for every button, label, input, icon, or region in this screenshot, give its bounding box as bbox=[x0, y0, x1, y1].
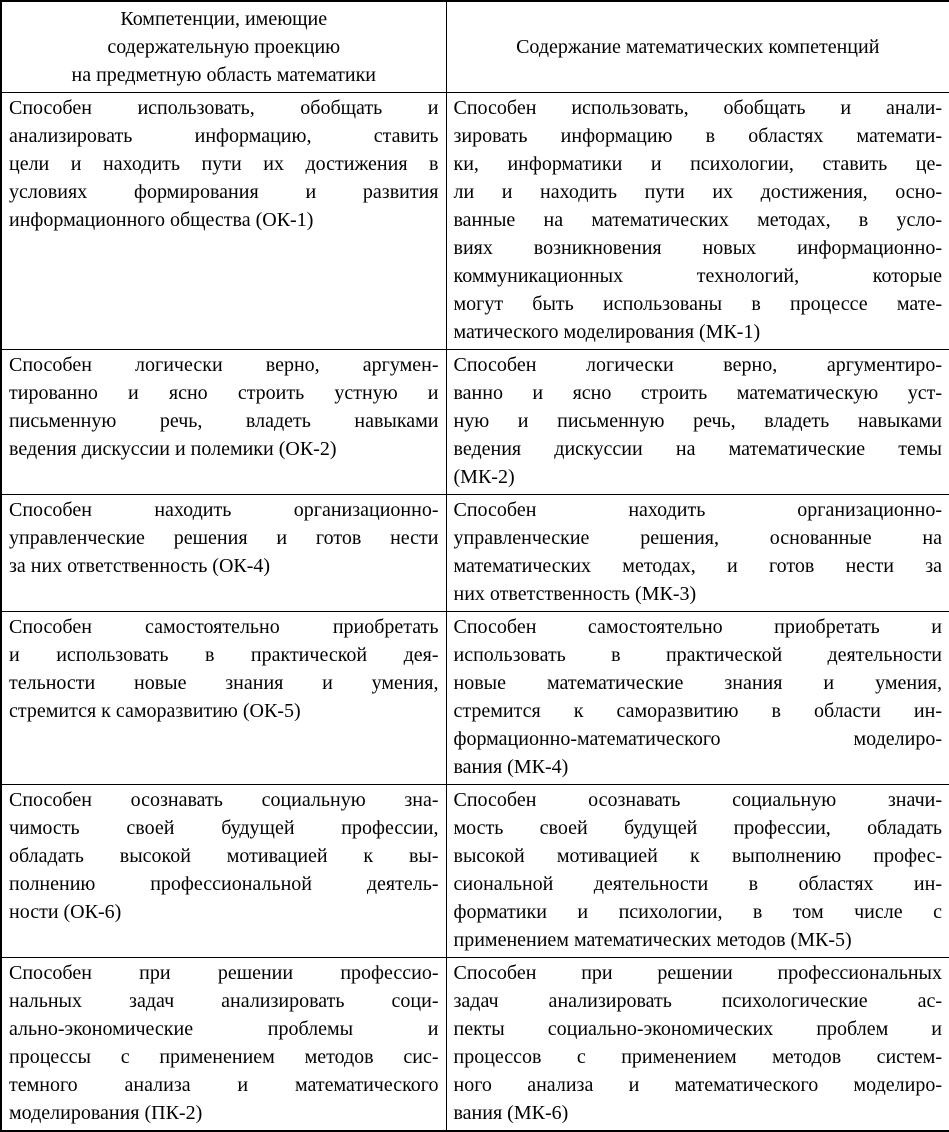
cell-mk-6: Способен при решении профессиональных задач анализировать психологические ас- пекты социально-экономических проблем и процессов с применением методов систем- ного анализа и математического моделиро- вания (МК-6) bbox=[446, 958, 949, 1132]
cell-ok-1: Способен использовать, обобщать и анализировать информацию, ставить цели и находить пути их достижения в условиях формирования и развития информационного общества (ОК-1) bbox=[1, 93, 446, 350]
cell-mk-4: Способен самостоятельно приобретать и использовать в практической деятельности новые математические знания и умения, стремится к саморазвитию в области ин- формационно-математического моделиро- вания (МК-4) bbox=[446, 612, 949, 785]
header-cell-competencies: Компетенции, имеющие содержательную проекцию на предметную область математики bbox=[1, 1, 446, 93]
cell-mk-3: Способен находить организационно- управленческие решения, основанные на математических методах, и готов нести за них ответственность (МК-3) bbox=[446, 495, 949, 612]
cell-pk-2: Способен при решении профессио- нальных задач анализировать соци- ально-экономические проблемы и процессы с применением методов сис- темного анализа и математического моделирования (ПК-2) bbox=[1, 958, 446, 1132]
table-row bbox=[1, 958, 949, 1132]
table-row bbox=[1, 495, 949, 612]
cell-ok-6: Способен осознавать социальную зна- чимость своей будущей профессии, обладать высокой мотивацией к вы- полнению профессиональной деятель- ности (ОК-6) bbox=[1, 785, 446, 958]
cell-mk-5: Способен осознавать социальную значи- мость своей будущей профессии, обладать высокой мотивацией к выполнению профес- сиональной деятельности в областях ин- форматики и психологии, в том числе с применением математических методов (МК-5) bbox=[446, 785, 949, 958]
cell-ok-4: Способен находить организационно- управленческие решения и готов нести за них ответственность (ОК-4) bbox=[1, 495, 446, 612]
table-row bbox=[1, 612, 949, 785]
header-cell-math-content: Содержание математических компетенций bbox=[446, 1, 949, 93]
cell-ok-2: Способен логически верно, аргумен- тированно и ясно строить устную и письменную речь, владеть навыками ведения дискуссии и полемики (ОК-2) bbox=[1, 350, 446, 495]
table-header-row bbox=[1, 1, 949, 93]
table-row bbox=[1, 93, 949, 350]
table-row bbox=[1, 785, 949, 958]
cell-mk-1: Способен использовать, обобщать и анали- зировать информацию в областях математи- ки, информатики и психологии, ставить це- ли и находить пути их достижения, осно- ванные на математических методах, в усло- виях возникновения новых информационно- коммуникационных технологий, которые могут быть использованы в процессе мате- матического моделирования (МК-1) bbox=[446, 93, 949, 350]
cell-ok-5: Способен самостоятельно приобретать и использовать в практической дея- тельности новые знания и умения, стремится к саморазвитию (ОК-5) bbox=[1, 612, 446, 785]
table-row bbox=[1, 350, 949, 495]
cell-mk-2: Способен логически верно, аргументиро- ванно и ясно строить математическую уст- ную и письменную речь, владеть навыками ведения дискуссии на математические темы (МК-2) bbox=[446, 350, 949, 495]
